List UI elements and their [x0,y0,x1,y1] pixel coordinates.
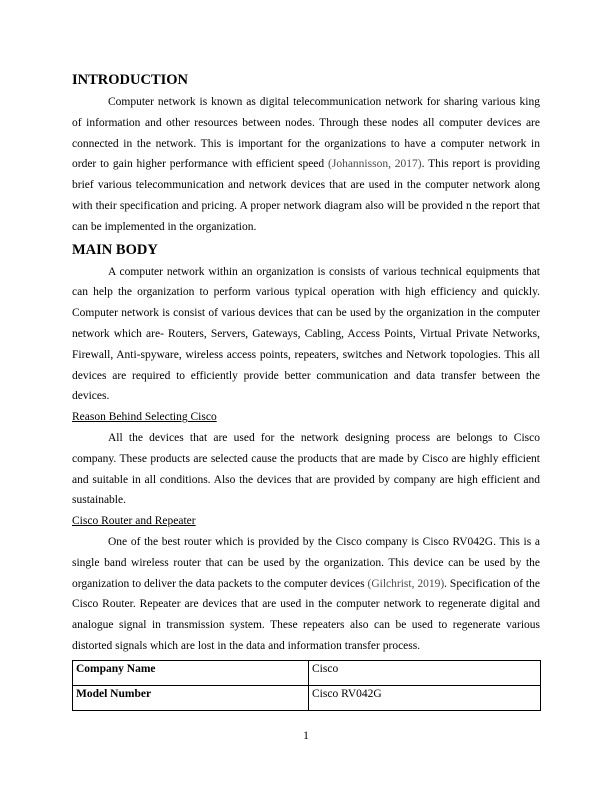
introduction-text-part-1: Computer network is known as digital telecommunication network for sharing various king of information and other resources between nodes. Through these nodes all computer devices are connected in the network. This is important for the organizations to have a computer network in order to gain higher performance with efficient speed [72,96,540,171]
table-row [73,660,541,685]
introduction-text-part-2: . This report is providing brief various telecommunication and network devices that are used in the computer network along with their specification and pricing. A proper network diagram also will be provided n the report that can be implemented in the organization. [72,158,540,233]
table-cell-label: Model Number [73,685,309,710]
citation-gilchrist: (Gilchrist, 2019) [367,577,445,590]
introduction-heading: INTRODUCTION [72,72,189,88]
table-cell-value: Cisco RV042G [309,685,541,710]
introduction-paragraph [72,92,540,238]
reason-paragraph: All the devices that are used for the network designing process are belongs to Cisco company. These products are selected cause the products that are made by Cisco are highly efficient and suitable in all conditions. Also the devices that are provided by company are high efficient and sustainable. [72,431,540,507]
router-paragraph [72,532,540,657]
main-body-paragraph: A computer network within an organization is consists of various technical equipments that can help the organization to perform various typical operation with high efficiency and quickly. Computer network is consist of various devices that can be used by the organization in the computer network which are- Routers, Servers, Gateways, Cabling, Access Points, Virtual Private Networks, Firewall, Anti-spyware, wireless access points, repeaters, switches and Network topologies. This all devices are required to efficiently provide better communication and data transfer between the devices. [72,265,540,403]
spec-table [72,660,541,711]
router-subheading: Cisco Router and Repeater [72,515,196,528]
reason-subheading: Reason Behind Selecting Cisco [72,411,217,424]
table-row [73,685,541,710]
router-text-part-1: One of the best router which is provided by the Cisco company is Cisco RV042G. This is a single band wireless router that can be used by the organization. This device can be used by the organization to deliver the data packets to the computer devices [72,535,540,590]
table-cell-value: Cisco [309,660,541,685]
page-number: 1 [303,730,309,742]
citation-johannisson: (Johannisson, 2017) [328,158,422,171]
table-cell-label: Company Name [73,660,309,685]
document-page [72,70,540,711]
main-body-heading: MAIN BODY [72,241,158,258]
router-text-part-2: . Specification of the Cisco Router. Repeater are devices that are used in the computer network to regenerate digital and analogue signal in transmission system. These repeaters also can be used to regenerate various distorted signals which are lost in the data and information transfer process. [72,577,540,652]
